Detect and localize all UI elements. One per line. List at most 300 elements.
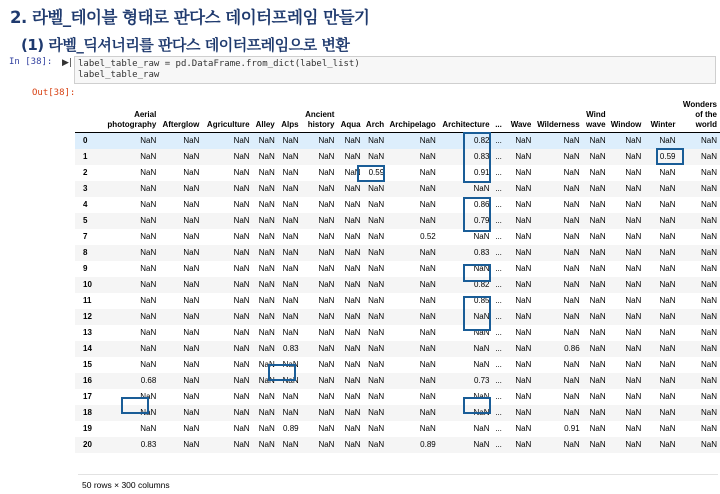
subsection-heading: (1) 라벨_딕셔너리를 판다스 데이터프레임으로 변환 [21,36,350,54]
table-cell: NaN [678,341,720,357]
row-index: 5 [75,213,107,229]
table-cell: NaN [644,245,678,261]
table-cell: NaN [107,405,159,421]
table-cell: NaN [534,245,582,261]
row-index: 19 [83,424,92,433]
table-cell: NaN [302,437,338,453]
table-cell: ... [495,424,502,433]
table-cell: NaN [534,277,582,293]
table-cell: NaN [202,437,252,453]
table-cell: NaN [505,133,534,150]
highlight-box-architecture-2 [463,197,491,232]
table-cell: NaN [159,405,202,421]
table-cell: ... [493,341,505,357]
table-cell: NaN [505,277,534,293]
table-cell: NaN [258,168,275,177]
table-cell: NaN [678,181,720,197]
table-cell: NaN [140,232,157,241]
table-cell: NaN [368,328,385,337]
table-row [75,181,720,197]
table-cell: NaN [183,392,200,401]
table-cell: NaN [364,245,388,261]
table-cell: NaN [282,232,299,241]
table-cell: NaN [534,309,582,325]
highlight-box-architecture-3 [463,264,491,282]
table-cell: NaN [368,200,385,209]
table-cell: NaN [364,437,388,453]
column-header: Architecture [439,92,493,133]
table-cell: NaN [159,341,202,357]
table-cell: 0.89 [283,424,299,433]
table-cell: NaN [419,264,436,273]
table-cell: NaN [644,373,678,389]
row-index: 0 [75,133,107,150]
table-row [75,133,720,150]
table-cell: NaN [337,373,363,389]
table-cell: NaN [515,360,532,369]
table-cell: NaN [302,181,338,197]
table-cell: NaN [258,264,275,273]
table-cell: NaN [318,360,335,369]
table-cell: ... [493,437,505,453]
table-cell: NaN [318,328,335,337]
table-cell: NaN [609,149,645,165]
table-cell: NaN [302,213,338,229]
table-cell: NaN [473,264,490,273]
table-cell: NaN [159,373,202,389]
table-cell: NaN [563,392,580,401]
table-cell: NaN [625,424,642,433]
table-cell: NaN [439,181,493,197]
table-cell: 0.59 [368,168,385,177]
table-cell: ... [495,392,502,401]
table-cell: NaN [233,392,250,401]
table-cell: NaN [583,341,609,357]
highlight-box-architecture-4 [463,296,491,331]
table-cell: NaN [337,405,363,421]
table-cell: NaN [419,328,436,337]
table-cell: 0.83 [107,437,159,453]
table-cell: NaN [107,277,159,293]
table-cell: NaN [700,168,717,177]
table-cell: NaN [278,277,302,293]
table-cell: NaN [644,181,678,197]
table-cell: NaN [515,392,532,401]
table-row [75,357,720,373]
table-cell: NaN [258,328,275,337]
table-cell: NaN [253,245,278,261]
table-cell: NaN [159,309,202,325]
table-cell: NaN [278,309,302,325]
table-cell: ... [493,405,505,421]
table-cell: NaN [140,200,157,209]
table-cell: NaN [253,341,278,357]
table-cell: NaN [659,296,676,305]
table-row [75,341,720,357]
table-cell: NaN [625,232,642,241]
table-cell: NaN [159,133,202,150]
table-cell: NaN [625,200,642,209]
table-row [75,325,720,341]
table-cell: NaN [344,200,361,209]
table-cell: NaN [258,232,275,241]
table-cell: NaN [609,133,645,150]
table-cell: NaN [107,181,159,197]
table-cell: 0.59 [644,149,678,165]
table-cell: 0.82 [439,277,493,293]
table-row [75,421,720,437]
column-header: Wilderness [534,92,582,133]
table-cell: NaN [278,405,302,421]
table-cell: NaN [678,149,720,165]
table-row [75,437,720,453]
table-cell: NaN [439,405,493,421]
table-cell: NaN [278,245,302,261]
table-row [75,165,720,181]
table-cell: NaN [609,245,645,261]
table-cell: NaN [233,360,250,369]
table-cell: NaN [368,296,385,305]
table-cell: NaN [368,392,385,401]
table-cell: NaN [583,213,609,229]
table-cell: NaN [364,277,388,293]
table-cell: NaN [302,405,338,421]
table-cell: NaN [387,245,439,261]
table-cell: NaN [278,149,302,165]
table-cell: NaN [140,392,157,401]
table-row [75,149,720,165]
table-cell: NaN [302,133,338,150]
code-line: label_table_raw = pd.DataFrame.from_dict(label_list) [78,59,360,69]
table-cell: NaN [609,181,645,197]
table-cell: ... [495,360,502,369]
highlight-box-alps [268,364,296,381]
table-cell: NaN [302,341,338,357]
row-index: 20 [75,437,107,453]
column-header: Alps [278,92,302,133]
column-header: Window [609,92,645,133]
table-cell: NaN [659,392,676,401]
table-cell: NaN [589,424,606,433]
table-cell: NaN [159,213,202,229]
table-cell: NaN [644,437,678,453]
table-cell: NaN [233,264,250,273]
table-cell: NaN [202,245,252,261]
table-cell: NaN [278,133,302,150]
table-cell: 0.85 [473,296,490,305]
table-cell: NaN [183,232,200,241]
table-cell: 0.79 [439,213,493,229]
highlight-box-architecture-5 [463,397,491,414]
table-cell: NaN [282,168,299,177]
table-cell: ... [495,232,502,241]
table-cell: NaN [583,405,609,421]
table-cell: NaN [364,181,388,197]
table-cell: NaN [140,424,157,433]
table-cell: NaN [700,328,717,337]
table-cell: NaN [107,213,159,229]
table-cell: NaN [473,360,490,369]
table-cell: 0.82 [439,133,493,150]
table-cell: NaN [278,373,302,389]
table-row [75,373,720,389]
table-cell: NaN [364,133,388,150]
table-cell: NaN [563,200,580,209]
column-header: Wind wave [583,92,609,133]
table-cell: NaN [282,296,299,305]
table-cell: NaN [282,360,299,369]
table-cell: NaN [368,232,385,241]
highlight-box-architecture-1 [463,132,491,183]
table-cell: NaN [439,437,493,453]
table-cell: ... [493,277,505,293]
table-cell: NaN [183,264,200,273]
table-cell: NaN [183,296,200,305]
table-cell: NaN [318,168,335,177]
table-cell: NaN [534,149,582,165]
table-cell: NaN [344,392,361,401]
table-cell: NaN [473,424,490,433]
row-index: 1 [75,149,107,165]
table-cell: 0.73 [439,373,493,389]
table-cell: NaN [534,213,582,229]
table-cell: NaN [183,328,200,337]
table-cell: NaN [563,264,580,273]
table-cell: NaN [515,200,532,209]
table-cell: NaN [318,264,335,273]
table-cell: NaN [609,437,645,453]
table-cell: NaN [387,373,439,389]
table-cell: NaN [644,309,678,325]
table-cell: NaN [589,392,606,401]
table-cell: NaN [202,373,252,389]
table-cell: ... [493,149,505,165]
table-cell: NaN [140,264,157,273]
output-prompt: Out[38]: [32,88,76,98]
table-cell: NaN [344,360,361,369]
table-cell: NaN [583,149,609,165]
table-cell: NaN [678,437,720,453]
table-cell: NaN [583,437,609,453]
table-cell: NaN [387,277,439,293]
table-cell: NaN [344,232,361,241]
table-cell: NaN [282,200,299,209]
table-cell: NaN [563,232,580,241]
table-cell: NaN [140,360,157,369]
table-cell: NaN [534,405,582,421]
table-cell: ... [495,200,502,209]
table-cell: NaN [419,392,436,401]
table-cell: NaN [505,373,534,389]
table-cell: NaN [282,328,299,337]
table-cell: NaN [364,309,388,325]
table-cell: NaN [318,424,335,433]
table-cell: NaN [473,232,490,241]
table-cell: NaN [140,168,157,177]
table-cell: NaN [534,181,582,197]
table-cell: NaN [258,424,275,433]
table-cell: NaN [609,405,645,421]
footer-divider [78,474,718,475]
table-row [75,277,720,293]
highlight-box-aerial [121,397,149,414]
table-cell: NaN [505,245,534,261]
table-cell: NaN [515,168,532,177]
table-cell: NaN [625,264,642,273]
table-cell: NaN [515,296,532,305]
table-cell: NaN [202,181,252,197]
table-cell: NaN [700,296,717,305]
table-cell: NaN [253,133,278,150]
table-cell: NaN [107,133,159,150]
table-cell: NaN [563,296,580,305]
table-cell: NaN [505,213,534,229]
table-cell: NaN [364,405,388,421]
table-cell: NaN [107,341,159,357]
table-cell: NaN [183,424,200,433]
table-cell: NaN [302,245,338,261]
table-cell: NaN [364,373,388,389]
row-index: 18 [75,405,107,421]
table-cell: 0.89 [387,437,439,453]
table-cell: NaN [387,309,439,325]
run-cell-icon[interactable]: ▶| [62,58,72,68]
table-cell: NaN [344,424,361,433]
table-cell: NaN [700,360,717,369]
table-cell: NaN [583,133,609,150]
table-cell: NaN [202,341,252,357]
table-cell: NaN [368,264,385,273]
table-cell: NaN [337,213,363,229]
table-cell: NaN [473,328,490,337]
table-cell: NaN [583,309,609,325]
table-cell: NaN [233,328,250,337]
table-cell: NaN [202,277,252,293]
table-cell: NaN [140,328,157,337]
table-cell: NaN [282,264,299,273]
table-cell: NaN [515,264,532,273]
table-cell: NaN [583,277,609,293]
table-cell: NaN [318,232,335,241]
table-cell: NaN [439,341,493,357]
table-cell: NaN [387,341,439,357]
table-cell: NaN [318,392,335,401]
table-cell: NaN [419,168,436,177]
table-cell: NaN [700,264,717,273]
table-cell: NaN [534,373,582,389]
row-index: 12 [75,309,107,325]
input-prompt: In [38]: [9,57,53,67]
table-cell: 0.52 [420,232,436,241]
table-cell: NaN [364,341,388,357]
column-header: Arch [364,92,388,133]
table-cell: NaN [439,309,493,325]
table-cell: NaN [253,181,278,197]
table-cell: NaN [202,149,252,165]
column-header: Alley [253,92,278,133]
code-cell[interactable] [74,56,716,84]
table-cell: 0.86 [534,341,582,357]
column-header: ... [493,92,505,133]
table-cell: NaN [253,373,278,389]
table-cell: NaN [419,296,436,305]
table-cell: NaN [253,405,278,421]
section-heading: 2. 라벨_테이블 형태로 판다스 데이터프레임 만들기 [10,8,370,27]
table-cell: 0.68 [107,373,159,389]
table-cell: NaN [563,328,580,337]
table-cell: NaN [589,360,606,369]
table-cell: NaN [344,296,361,305]
table-cell: NaN [253,277,278,293]
table-cell: NaN [302,309,338,325]
index-header [75,92,107,133]
column-header: Ancient history [302,92,338,133]
column-header: Aerial photography [107,92,159,133]
table-cell: NaN [337,181,363,197]
table-cell: NaN [659,328,676,337]
code-line: label_table_raw [78,70,160,80]
table-cell: NaN [183,200,200,209]
table-cell: NaN [678,373,720,389]
table-cell: NaN [344,328,361,337]
table-cell: NaN [534,437,582,453]
table-cell: NaN [644,277,678,293]
table-cell: ... [493,133,505,150]
table-cell: NaN [337,309,363,325]
table-cell: NaN [318,296,335,305]
table-cell: NaN [337,245,363,261]
table-cell: NaN [609,341,645,357]
dataframe-output[interactable] [75,92,720,476]
table-cell: NaN [515,424,532,433]
table-cell: NaN [583,245,609,261]
table-cell: NaN [419,200,436,209]
table-cell: NaN [644,133,678,150]
table-cell: NaN [183,168,200,177]
table-cell: NaN [258,360,275,369]
table-cell: NaN [253,437,278,453]
table-cell: NaN [278,437,302,453]
row-index: 16 [75,373,107,389]
table-cell: NaN [563,360,580,369]
table-cell: NaN [589,232,606,241]
table-cell: NaN [659,424,676,433]
table-cell: NaN [505,181,534,197]
table-cell: NaN [387,149,439,165]
table-row [75,245,720,261]
table-cell: NaN [625,296,642,305]
table-cell: NaN [258,296,275,305]
table-cell: NaN [678,245,720,261]
table-cell: NaN [253,149,278,165]
table-cell: NaN [258,392,275,401]
table-cell: NaN [337,133,363,150]
table-cell: NaN [344,168,361,177]
table-cell: NaN [337,149,363,165]
table-cell: 0.83 [439,149,493,165]
table-cell: NaN [609,309,645,325]
table-cell: NaN [678,133,720,150]
column-header: Wave [505,92,534,133]
table-cell: NaN [678,309,720,325]
table-cell: NaN [233,424,250,433]
table-cell: NaN [368,360,385,369]
table-cell: NaN [258,200,275,209]
highlight-box-arch [357,165,385,182]
table-cell: NaN [159,181,202,197]
table-cell: NaN [505,341,534,357]
table-cell: NaN [278,213,302,229]
